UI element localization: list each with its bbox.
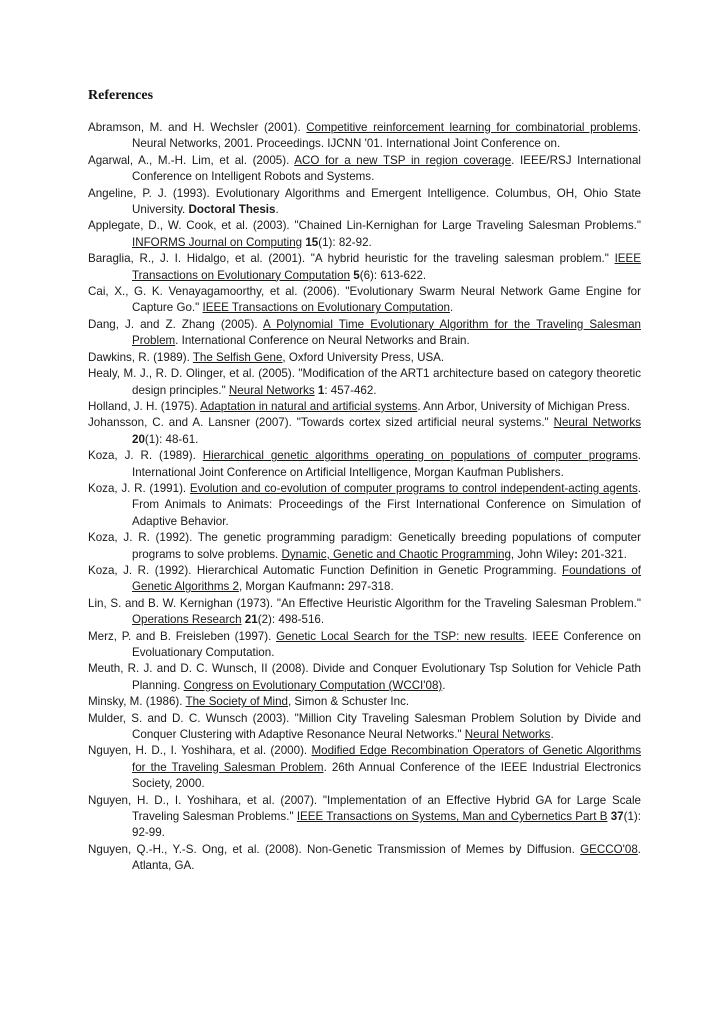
reference-bold: 5: [353, 268, 360, 282]
reference-text: . IEEE/RSJ International Conference on Intelligent Robots and Systems.: [132, 153, 641, 184]
reference-link[interactable]: IEEE Transactions on Evolutionary Computation: [132, 252, 641, 282]
reference-link[interactable]: GECCO'08: [580, 842, 638, 856]
reference-text: 297-318.: [344, 580, 394, 594]
reference-text: .: [449, 301, 454, 315]
reference-link[interactable]: A Polynomial Time Evolutionary Algorithm for the Traveling Salesman Problem: [132, 317, 641, 348]
reference-text: . 26th Annual Conference of the IEEE Industrial Electronics Society, 2000.: [132, 760, 641, 791]
reference-entry-applegate: [88, 218, 641, 251]
reference-entry-nguyen2000: [88, 743, 641, 792]
reference-link[interactable]: Neural Networks: [228, 383, 315, 397]
reference-text: Healy, M. J., R. D. Olinger, et al. (2005). "Modification of the ART1 architecture based on category theoretic design principles.": [88, 367, 641, 397]
reference-text: . International Conference on Neural Networks and Brain.: [175, 334, 470, 348]
reference-text: Dawkins, R. (1989).: [88, 350, 193, 364]
reference-bold: :: [574, 547, 578, 561]
reference-text: Angeline, P. J. (1993). Evolutionary Algorithms and Emergent Intelligence. Columbus, OH, Ohio State University.: [88, 186, 641, 217]
reference-link[interactable]: Genetic Local Search for the TSP: new results: [276, 629, 525, 643]
reference-entry-merz: [88, 629, 641, 662]
reference-entry-cai: [88, 284, 641, 317]
reference-link[interactable]: Congress on Evolutionary Computation (WCCI'08): [183, 678, 443, 692]
reference-text: Koza, J. R. (1992). Hierarchical Automatic Function Definition in Genetic Programming.: [88, 563, 563, 577]
reference-entry-healy: [88, 366, 641, 399]
reference-link[interactable]: Neural Networks: [464, 728, 551, 742]
reference-link[interactable]: Hierarchical genetic algorithms operating on populations of computer programs: [202, 449, 638, 463]
reference-text: Koza, J. R. (1992). The genetic programming paradigm: Genetically breeding populations of computer programs to solve problems.: [88, 531, 641, 561]
reference-entry-koza1992a: [88, 530, 641, 563]
reference-text: , Oxford University Press, USA.: [282, 350, 445, 364]
reference-link[interactable]: ACO for a new TSP in region coverage: [294, 153, 512, 167]
reference-entry-nguyen2007: [88, 793, 641, 842]
reference-entry-dawkins: [88, 350, 641, 366]
reference-link[interactable]: INFORMS Journal on Computing: [132, 235, 303, 249]
reference-text: (1): 82-92.: [318, 235, 372, 249]
reference-text: Abramson, M. and H. Wechsler (2001).: [88, 121, 307, 134]
reference-text: Minsky, M. (1986).: [88, 695, 186, 709]
reference-bold: 1: [317, 383, 325, 397]
reference-entry-meuth: [88, 661, 641, 694]
reference-text: Nguyen, H. D., I. Yoshihara, et al. (2000).: [88, 744, 312, 758]
reference-entry-agarwal: [88, 153, 641, 186]
reference-text: Nguyen, Q.-H., Y.-S. Ong, et al. (2008). Non-Genetic Transmission of Memes by Diffusion.: [88, 842, 581, 856]
reference-entry-angeline: [88, 186, 641, 219]
reference-text: (1): 92-99.: [132, 810, 641, 840]
reference-link[interactable]: IEEE Transactions on Systems, Man and Cybernetics Part B: [296, 810, 608, 824]
reference-entry-holland: [88, 399, 641, 415]
reference-entry-koza1992b: [88, 563, 641, 596]
reference-list: [88, 120, 641, 875]
reference-text: : 457-462.: [324, 383, 377, 397]
reference-bold: 20: [132, 432, 145, 446]
reference-text: Applegate, D., W. Cook, et al. (2003). "Chained Lin-Kernighan for Large Traveling Salesman Problems.": [88, 219, 641, 233]
reference-text: (6): 613-622.: [359, 268, 427, 282]
reference-text: Meuth, R. J. and D. C. Wunsch, II (2008). Divide and Conquer Evolutionary Tsp Solution for Vehicle Path Planning.: [88, 662, 641, 692]
reference-bold: 15: [305, 235, 319, 249]
reference-text: , Morgan Kaufmann: [238, 580, 341, 594]
reference-link[interactable]: Evolution and co-evolution of computer programs to control independent-acting agents: [189, 481, 638, 495]
reference-text: . IEEE Conference on Evoluationary Computation.: [132, 629, 642, 659]
reference-entry-mulder: [88, 711, 641, 744]
reference-text: . From Animals to Animats: Proceedings of the First International Conference on Simulation of Adaptive Behavior.: [132, 481, 641, 528]
reference-text: . International Joint Conference on Artificial Intelligence, Morgan Kaufman Publishers.: [132, 449, 641, 479]
reference-link[interactable]: The Selfish Gene: [192, 350, 283, 364]
reference-text: Mulder, S. and D. C. Wunsch (2003). "Million City Traveling Salesman Problem Solution by Divide and Conquer Clustering with Adaptive Resonance Neural Networks.": [88, 711, 641, 742]
reference-bold: Doctoral Thesis: [188, 203, 276, 217]
reference-link[interactable]: Operations Research: [132, 613, 242, 627]
reference-entry-koza1989: [88, 448, 641, 481]
reference-text: Merz, P. and B. Freisleben (1997).: [88, 629, 277, 643]
reference-text: . Neural Networks, 2001. Proceedings. IJCNN '01. International Joint Conference on.: [132, 121, 641, 151]
reference-entry-lin: [88, 596, 641, 629]
reference-entry-nguyen2008: [88, 842, 641, 875]
reference-link[interactable]: Foundations of Genetic Algorithms 2: [132, 563, 641, 594]
reference-text: (2): 498-516.: [257, 613, 325, 627]
reference-text: Nguyen, H. D., I. Yoshihara, et al. (2007). "Implementation of an Effective Hybrid GA for Large Scale Traveling Salesman Problems.": [88, 793, 641, 824]
reference-text: , Simon & Schuster Inc.: [287, 695, 410, 709]
reference-text: Koza, J. R. (1991).: [88, 481, 190, 495]
page-title: References: [88, 88, 154, 103]
reference-text: .: [550, 728, 554, 742]
reference-text: Johansson, C. and A. Lansner (2007). "Towards cortex sized artificial neural systems.": [88, 416, 554, 430]
reference-text: Holland, J. H. (1975).: [88, 399, 201, 413]
reference-text: Agarwal, A., M.-H. Lim, et al. (2005).: [88, 153, 295, 167]
reference-entry-abramson: [88, 120, 641, 153]
reference-text: 201-321.: [577, 547, 627, 561]
reference-entry-dang: [88, 317, 641, 350]
reference-link[interactable]: Modified Edge Recombination Operators of Genetic Algorithms for the Traveling Salesman Problem: [132, 744, 641, 774]
reference-link[interactable]: Neural Networks: [553, 416, 641, 430]
reference-entry-minsky: [88, 694, 641, 710]
reference-bold: 21: [244, 613, 258, 627]
reference-text: Cai, X., G. K. Venayagamoorthy, et al. (2006). "Evolutionary Swarm Neural Network Game Engine for Capture Go.": [88, 285, 641, 315]
reference-bold: 37: [610, 810, 624, 824]
reference-link[interactable]: The Society of Mind: [185, 695, 288, 709]
reference-link[interactable]: Adaptation in natural and artificial systems: [200, 399, 418, 413]
reference-text: , John Wiley: [510, 547, 575, 561]
reference-link[interactable]: IEEE Transactions on Evolutionary Computation: [202, 301, 450, 315]
reference-bold: :: [340, 580, 345, 594]
reference-text: Dang, J. and Z. Zhang (2005).: [88, 317, 264, 331]
reference-entry-johansson: [88, 415, 641, 448]
reference-text: Baraglia, R., J. I. Hidalgo, et al. (2001). "A hybrid heuristic for the traveling salesman problem.": [88, 252, 615, 266]
reference-text: (1): 48-61.: [144, 432, 199, 446]
reference-text: .: [275, 203, 279, 217]
reference-link[interactable]: Competitive reinforcement learning for combinatorial problems: [306, 121, 638, 134]
reference-text: . Ann Arbor, University of Michigan Press.: [417, 399, 630, 413]
reference-entry-koza1991: [88, 481, 641, 530]
reference-text: . Atlanta, GA.: [132, 842, 641, 873]
reference-text: Koza, J. R. (1989).: [88, 449, 203, 463]
reference-entry-baraglia: [88, 251, 641, 284]
reference-text: .: [442, 678, 446, 692]
reference-text: Lin, S. and B. W. Kernighan (1973). "An Effective Heuristic Algorithm for the Traveling Salesman Problem.": [88, 596, 641, 610]
reference-link[interactable]: Dynamic, Genetic and Chaotic Programming: [281, 547, 511, 561]
